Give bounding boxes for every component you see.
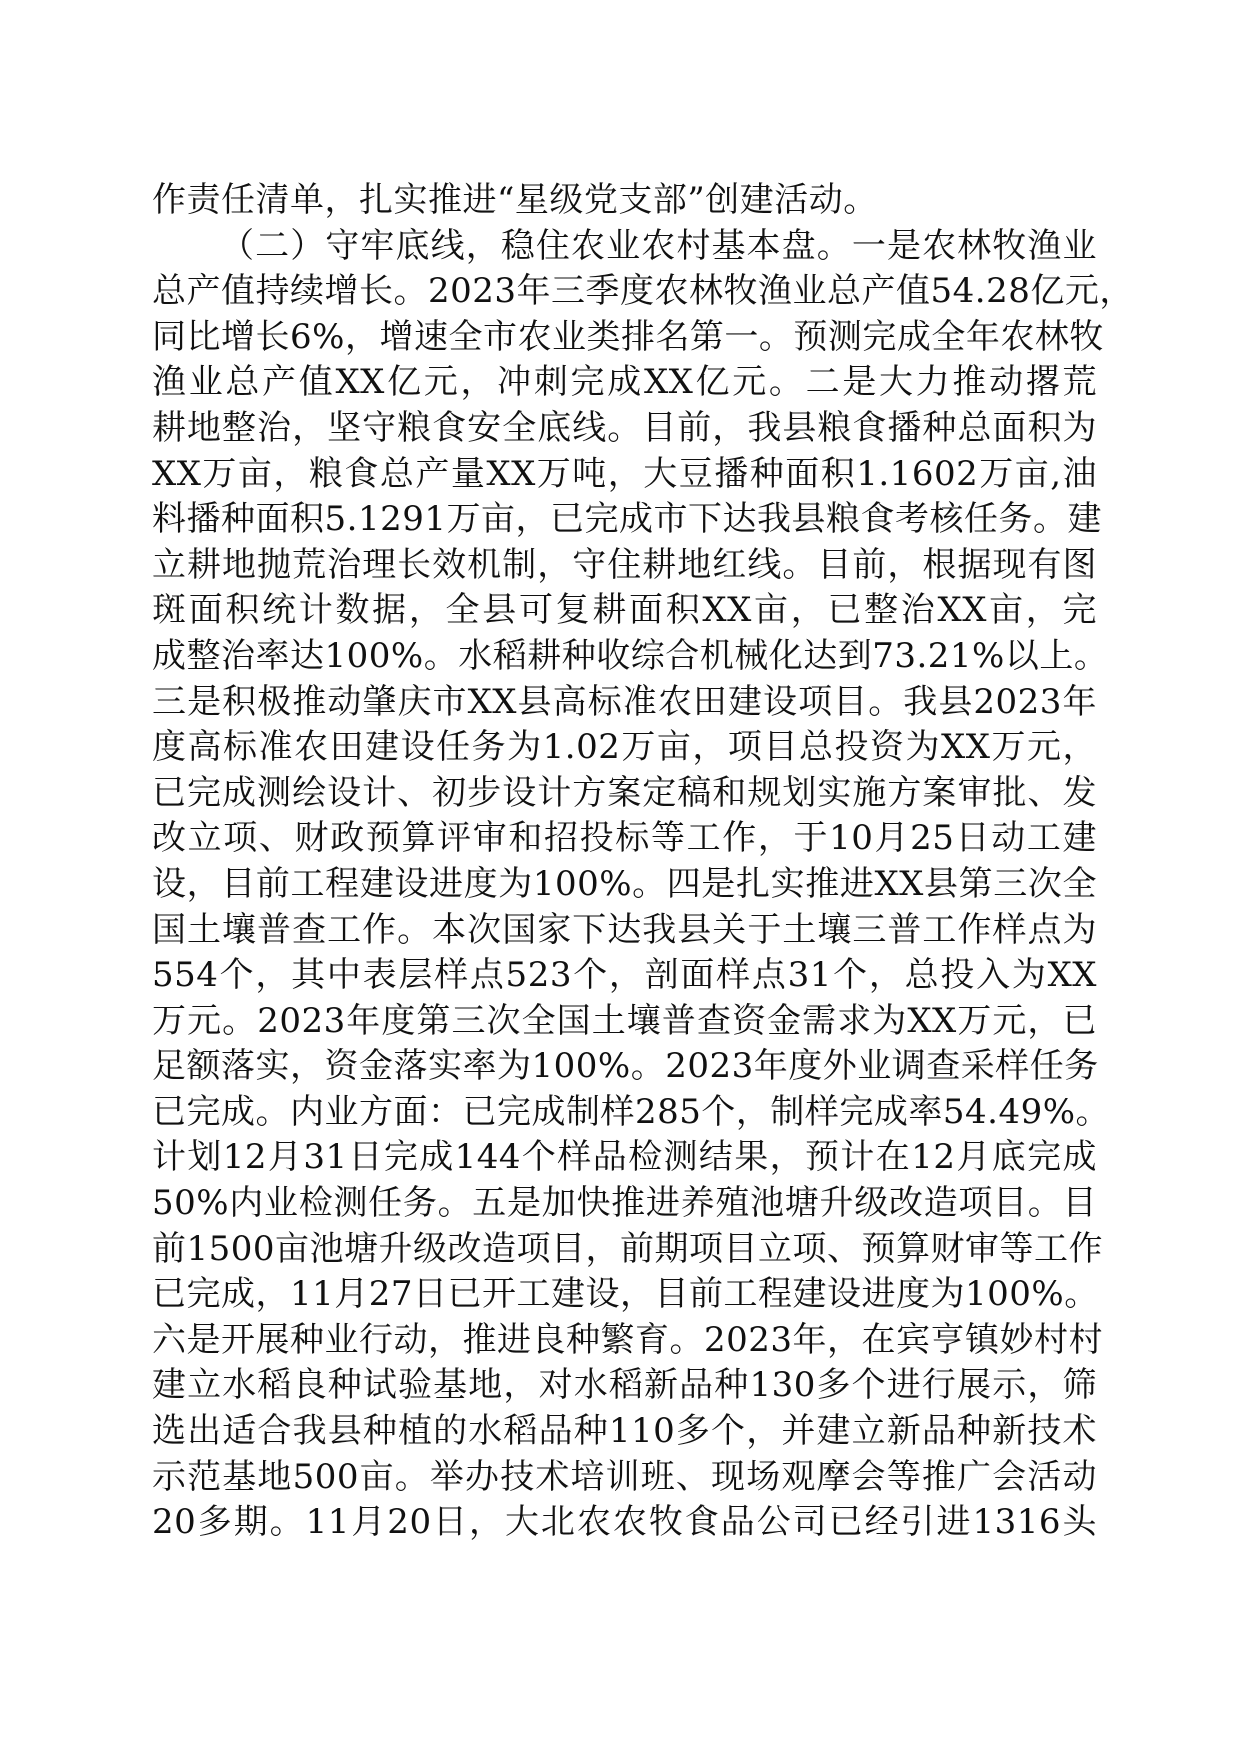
- text-line: 三是积极推动肇庆市XX县高标准农田建设项目。我县2023年: [152, 681, 1097, 722]
- text-line: 建立水稻良种试验基地，对水稻新品种130多个进行展示，筛: [152, 1365, 1097, 1406]
- text-line: 计划12月31日完成144个样品检测结果，预计在12月底完成: [152, 1137, 1097, 1178]
- text-line: XX万亩，粮食总产量XX万吨，大豆播种面积1.1602万亩,油: [152, 453, 1097, 494]
- text-line: 已完成测绘设计、初步设计方案定稿和规划实施方案审批、发: [152, 772, 1097, 813]
- text-line: 渔业总产值XX亿元，冲刺完成XX亿元。二是大力推动撂荒: [152, 362, 1097, 403]
- text-line: 总产值持续增长。2023年三季度农林牧渔业总产值54.28亿元，: [152, 271, 1134, 312]
- text-line: 国土壤普查工作。本次国家下达我县关于土壤三普工作样点为: [152, 909, 1097, 950]
- section-heading-line: （二）守牢底线，稳住农业农村基本盘。一是农林牧渔业: [220, 225, 1097, 266]
- text-line: 示范基地500亩。举办技术培训班、现场观摩会等推广会活动: [152, 1456, 1097, 1497]
- text-line: 前1500亩池塘升级改造项目，前期项目立项、预算财审等工作: [152, 1228, 1104, 1269]
- text-line: 成整治率达100%。水稻耕种收综合机械化达到73.21%以上。: [152, 635, 1109, 676]
- text-line: 足额落实，资金落实率为100%。2023年度外业调查采样任务: [152, 1046, 1099, 1087]
- text-line: 六是开展种业行动，推进良种繁育。2023年，在宾亨镇妙村村: [152, 1319, 1104, 1360]
- text-line: 50%内业检测任务。五是加快推进养殖池塘升级改造项目。目: [152, 1183, 1097, 1224]
- text-line: 已完成。内业方面：已完成制样285个，制样完成率54.49%。: [152, 1091, 1111, 1132]
- text-line: 耕地整治，坚守粮食安全底线。目前，我县粮食播种总面积为: [152, 407, 1097, 448]
- text-line: 设，目前工程建设进度为100%。四是扎实推进XX县第三次全: [152, 863, 1097, 904]
- text-line: 度高标准农田建设任务为1.02万亩，项目总投资为XX万元，: [152, 727, 1097, 768]
- text-line: 作责任清单，扎实推进“星级党支部”创建活动。: [152, 180, 878, 220]
- text-line: 选出适合我县种植的水稻品种110多个，并建立新品种新技术: [152, 1411, 1097, 1452]
- text-line: 立耕地抛荒治理长效机制，守住耕地红线。目前，根据现有图: [152, 544, 1097, 585]
- text-line: 料播种面积5.1291万亩，已完成市下达我县粮食考核任务。建: [152, 499, 1102, 540]
- text-line: 同比增长6%，增速全市农业类排名第一。预测完成全年农林牧: [152, 316, 1104, 357]
- body-text: [152, 178, 1134, 1546]
- text-line: 已完成，11月27日已开工建设，目前工程建设进度为100%。: [152, 1274, 1099, 1315]
- text-line: 改立项、财政预算评审和招投标等工作，于10月25日动工建: [152, 818, 1097, 859]
- text-line: 斑面积统计数据，全县可复耕面积XX亩，已整治XX亩，完: [152, 590, 1097, 631]
- text-line: 万元。2023年度第三次全国土壤普查资金需求为XX万元，已: [152, 1000, 1097, 1041]
- text-line: 554个，其中表层样点523个，剖面样点31个，总投入为XX: [152, 955, 1097, 996]
- text-line: 20多期。11月20日，大北农农牧食品公司已经引进1316头: [152, 1502, 1097, 1543]
